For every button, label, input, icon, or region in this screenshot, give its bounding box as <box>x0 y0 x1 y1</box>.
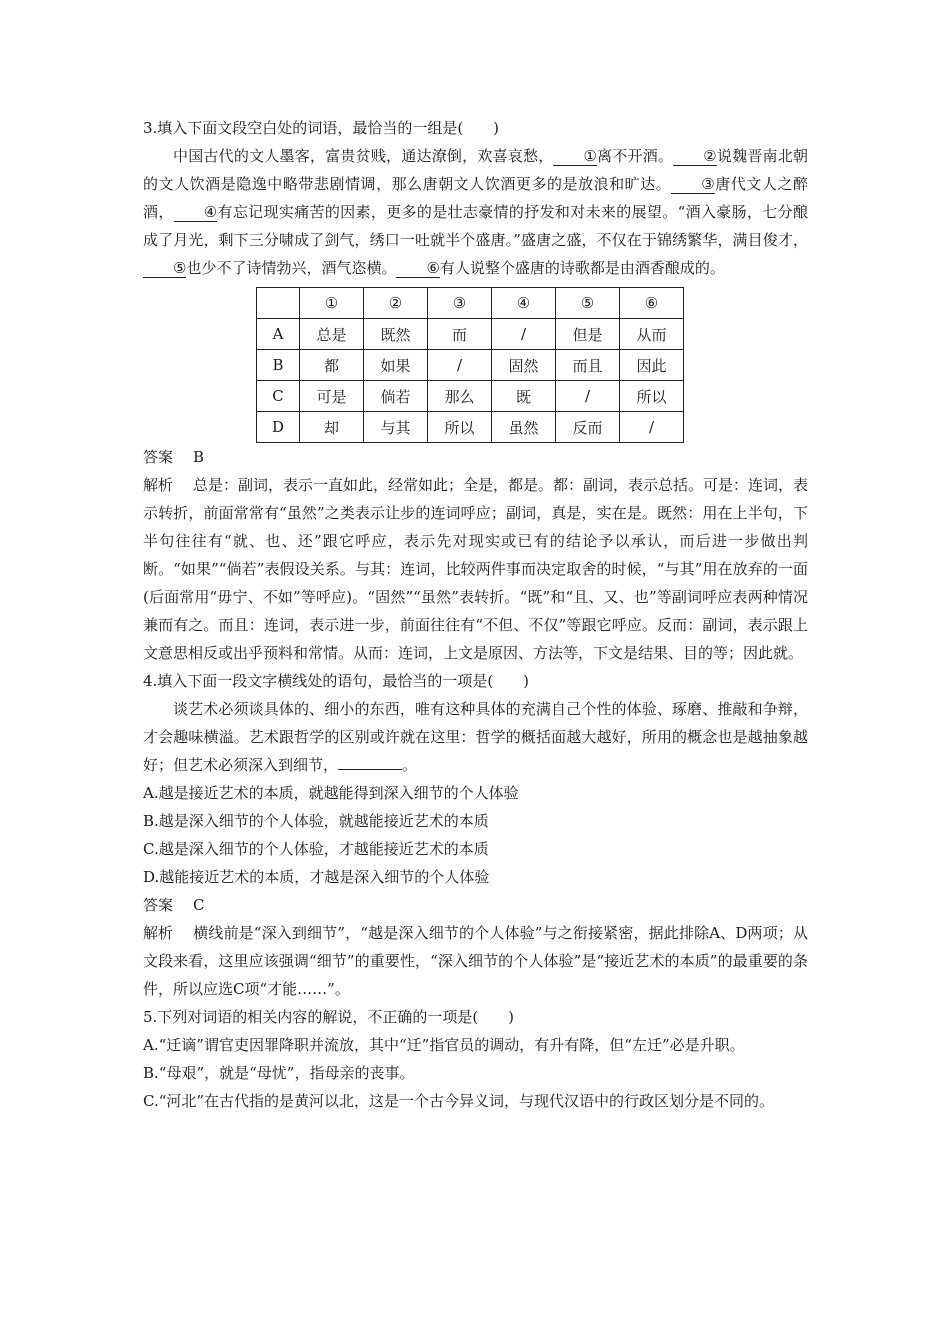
q3-passage-text: 有忘记现实痛苦的因素，更多的是壮志豪情的抒发和对未来的展望。“酒入豪肠，七分酿成了月光，剩下三分啸成了剑气，绣口一吐就半个盛唐。”盛唐之盛，不仅在于锦绣繁华，满目俊才， <box>143 203 808 249</box>
q3-passage-text: 中国古代的文人墨客，富贵贫贱，通达潦倒，欢喜哀愁， <box>173 147 554 165</box>
table-cell: / <box>492 319 556 350</box>
table-cell: D <box>257 412 300 443</box>
q3-analysis <box>143 471 808 667</box>
q4-title: 4.填入下面一段文字横线处的语句，最恰当的一项是( ) <box>143 672 530 690</box>
answer-label: 答案 <box>143 896 174 914</box>
q5-option-a: A.“迁谪”谓官吏因罪降职并流放，其中“迁”指官员的调动，有升有降，但“左迁”必是升职。 <box>143 1036 745 1054</box>
table-cell: ④ <box>492 288 556 319</box>
table-row <box>257 350 684 381</box>
q4-passage-text: 谈艺术必须谈具体的、细小的东西，唯有这种具体的充满自己个性的体验、琢磨、推敲和争辩，才会趣味横溢。艺术跟哲学的区别或许就在这里：哲学的概括面越大越好，所用的概念也是越抽象越好；但艺术必须深入到细节， <box>143 700 808 774</box>
q4-passage-end: 。 <box>402 756 418 774</box>
table-cell: 虽然 <box>492 412 556 443</box>
q5-option-b: B.“母艰”，就是“母忧”，指母亲的丧事。 <box>143 1064 415 1082</box>
analysis-text: 横线前是“深入到细节”，“越是深入细节的个人体验”与之衔接紧密，据此排除A、D两项；从文段来看，这里应该强调“细节”的重要性，“深入细节的个人体验”是“接近艺术的本质”的最重要的条件，所以应选C项“才能……”。 <box>143 924 808 998</box>
q3-passage-text: 离不开酒。 <box>596 147 674 165</box>
table-cell: 从而 <box>620 319 684 350</box>
blank-1: ① <box>553 147 596 166</box>
table-row <box>257 381 684 412</box>
q3-answer <box>143 443 808 471</box>
table-cell: 既 <box>492 381 556 412</box>
table-row <box>257 319 684 350</box>
table-cell: 因此 <box>620 350 684 381</box>
document-page <box>143 114 808 1115</box>
analysis-label: 解析 <box>143 924 174 942</box>
table-cell: 而且 <box>556 350 620 381</box>
table-cell: 既然 <box>364 319 428 350</box>
table-cell: ③ <box>428 288 492 319</box>
table-cell: 却 <box>300 412 364 443</box>
blank-6: ⑥ <box>396 259 439 278</box>
table-cell: 所以 <box>620 381 684 412</box>
q4-option-a: A.越是接近艺术的本质，就越能得到深入细节的个人体验 <box>143 784 519 802</box>
q4-option-c: C.越是深入细节的个人体验，才越能接近艺术的本质 <box>143 840 489 858</box>
table-header-row <box>257 288 684 319</box>
blank-4: ④ <box>174 203 217 222</box>
q3-passage <box>143 142 808 282</box>
table-cell: 与其 <box>364 412 428 443</box>
blank-3: ③ <box>671 175 714 194</box>
table-cell: / <box>620 412 684 443</box>
table-cell: B <box>257 350 300 381</box>
table-cell: 那么 <box>428 381 492 412</box>
table-cell: 但是 <box>556 319 620 350</box>
options-table <box>256 287 684 443</box>
table-cell: A <box>257 319 300 350</box>
table-cell: 总是 <box>300 319 364 350</box>
q4-passage <box>143 695 808 779</box>
blank-2: ② <box>673 147 716 166</box>
q4-option-b: B.越是深入细节的个人体验，就越能接近艺术的本质 <box>143 812 489 830</box>
q3-title: 3.填入下面文段空白处的词语，最恰当的一组是( ) <box>143 119 500 137</box>
q5-title: 5.下列对词语的相关内容的解说，不正确的一项是( ) <box>143 1008 515 1026</box>
table-cell: / <box>556 381 620 412</box>
table-cell: 反而 <box>556 412 620 443</box>
analysis-text: 总是：副词，表示一直如此，经常如此；全是，都是。都：副词，表示总括。可是：连词，表示转折，前面常常有“虽然”之类表示让步的连词呼应；副词，真是，实在是。既然：用在上半句，下半句往往有“就、也、还”跟它呼应，表示先对现实或已有的结论予以承认，而后进一步做出判断。“如果”“倘若”表假设关系。与其：连词，比较两件事而决定取舍的时候，“与其”用在放弃的一面(后面常用“毋宁、不如”等呼应)。“固然”“虽然”表转折。“既”和“且、又、也”等副词呼应表两种情况兼而有之。而且：连词，表示进一步，前面往往有“不但、不仅”等跟它呼应。反而：副词，表示跟上文意思相反或出乎预料和常情。从而：连词，上文是原因、方法等，下文是结果、目的等；因此就。 <box>143 476 809 662</box>
q4-answer <box>143 891 808 919</box>
analysis-label: 解析 <box>143 476 174 494</box>
q3-passage-text: 也少不了诗情勃兴，酒气恣横。 <box>186 259 397 277</box>
table-cell: 都 <box>300 350 364 381</box>
table-cell: / <box>428 350 492 381</box>
q3-passage-text: 唐代文人之醉酒， <box>143 175 808 221</box>
table-cell: ⑤ <box>556 288 620 319</box>
table-row <box>257 412 684 443</box>
fill-blank-line <box>338 755 402 770</box>
answer-value: B <box>193 448 205 466</box>
table-cell: 可是 <box>300 381 364 412</box>
table-cell: 如果 <box>364 350 428 381</box>
table-cell: C <box>257 381 300 412</box>
table-cell: ⑥ <box>620 288 684 319</box>
table-cell: 所以 <box>428 412 492 443</box>
table-cell <box>257 288 300 319</box>
table-cell: ② <box>364 288 428 319</box>
table-cell: 倘若 <box>364 381 428 412</box>
q4-option-d: D.越能接近艺术的本质，才越是深入细节的个人体验 <box>143 868 490 886</box>
blank-5: ⑤ <box>143 259 186 278</box>
answer-label: 答案 <box>143 448 174 466</box>
table-cell: 固然 <box>492 350 556 381</box>
q3-passage-text: 有人说整个盛唐的诗歌都是由酒香酿成的。 <box>439 259 725 277</box>
answer-value: C <box>193 896 205 914</box>
q5-option-c: C.“河北”在古代指的是黄河以北，这是一个古今异义词，与现代汉语中的行政区划分是不同的。 <box>143 1092 775 1110</box>
q4-analysis <box>143 919 808 1003</box>
table-cell: ① <box>300 288 364 319</box>
q3-passage-text: 说魏晋南北朝的文人饮酒是隐逸中略带悲剧情调，那么唐朝文人饮酒更多的是放浪和旷达。 <box>143 147 808 193</box>
table-cell: 而 <box>428 319 492 350</box>
